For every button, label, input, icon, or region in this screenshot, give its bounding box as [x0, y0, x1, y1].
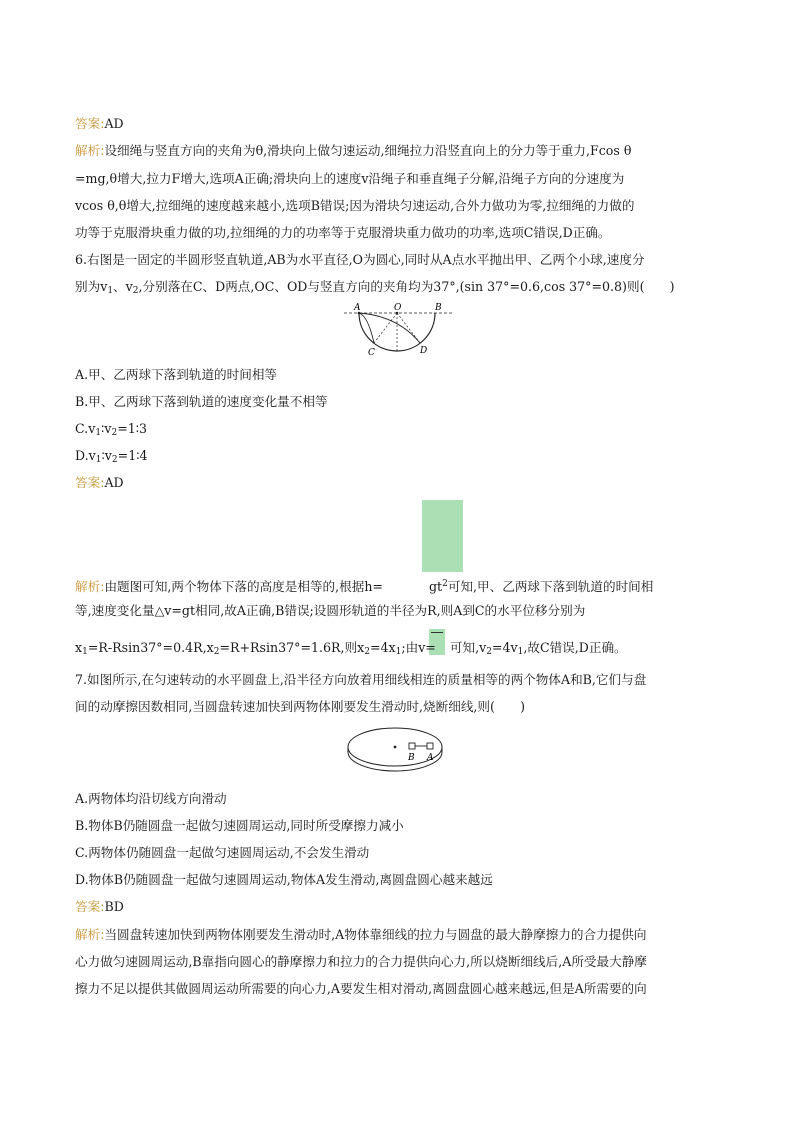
q7-stem-line-1: 7.如图所示,在匀速转动的水平圆盘上,沿半径方向放着用细线相连的质量相等的两个物体A和B,它们与盘 [75, 672, 647, 687]
q7-analysis-line-2: 心力做匀速圆周运动,B靠指向圆心的静摩擦力和拉力的合力提供向心力,所以烧断细线后,A所受最大静摩 [75, 954, 647, 969]
answer-value: BD [104, 899, 124, 914]
q6-answer [75, 475, 725, 491]
q7-option-c: C.两物体仍随圆盘一起做匀速圆周运动,不会发生滑动 [75, 845, 370, 860]
q7-option-b: B.物体B仍随圆盘一起做匀速圆周运动,同时所受摩擦力减小 [75, 818, 404, 833]
answer-value: AD [104, 116, 124, 131]
analysis-label: 解析: [75, 927, 105, 942]
q5-analysis-line-1 [75, 143, 725, 159]
label-d: D [420, 346, 428, 356]
q5-analysis-line-2: =mg,θ增大,拉力F增大,选项A正确;滑块向上的速度v沿绳子和垂直绳子分解,沿绳子方向的分速度为 [75, 171, 625, 186]
analysis-text: 设细绳与竖直方向的夹角为θ,滑块向上做匀速运动,细绳拉力沿竖直向上的分力等于重力,Fcos θ [104, 143, 632, 158]
q6-option-c: $C.v_1∶v_2=1∶3$ [75, 421, 148, 438]
q7-stem-line-2: 间的动摩擦因数相同,当圆盘转速加快到两物体刚要发生滑动时,烧断细线,则( ) [75, 699, 526, 714]
radius-oc [374, 313, 397, 343]
q6-analysis-line-2: 等,速度变化量△v=gt相同,故A正确,B错误;设圆形轨道的半径为R,则A到C的水平位移分别为 [75, 603, 586, 618]
semicircle-track-figure [340, 302, 458, 360]
q6-option-b: B.甲、乙两球下落到轨道的速度变化量不相等 [75, 394, 328, 409]
q7-analysis-line-3: 擦力不足以提供其做圆周运动所需要的向心力,A要发生相对滑动,离圆盘圆心越来越远,但是A所需要的向 [75, 981, 647, 996]
q5-answer [75, 116, 725, 132]
q6-analysis-line-1: 解析:由题图可知,两个物体下落的高度是相等的,根据$h= gt^2$可知,甲、乙两球下落到轨道的时间相 [75, 579, 654, 594]
answer-label: 答案: [75, 899, 105, 914]
analysis-label: 解析: [75, 143, 105, 158]
q6-stem-line-2: 别为$v_1$、$v_2$,分别落在C、D两点,OC、OD与竖直方向的夹角均为37°,(sin 37°=0.6,cos 37°=0.8)则( ) [75, 279, 675, 296]
label-o: O [394, 303, 402, 313]
q6-analysis-line-3: $x_1=R-Rsin37^\circ=0.4R,x_2=R+Rsin37^\circ=1.6R$,则$x_2=4x_1$;由v= 可知$,v_2=4v_1$,故C错误,D正确。 [75, 640, 627, 657]
q6-stem-line-1: 6.右图是一固定的半圆形竖直轨道,AB为水平直径,O为圆心,同时从A点水平抛出甲、乙两个小球,速度分 [75, 252, 645, 267]
q7-answer [75, 899, 725, 915]
answer-label: 答案: [75, 475, 105, 490]
label-b: B [408, 753, 415, 763]
formula-placeholder-fraction [422, 500, 463, 572]
rotating-disk-figure [345, 725, 445, 777]
q7-option-a: A.两物体均沿切线方向滑动 [75, 791, 227, 806]
q7-analysis-line-1: 解析:当圆盘转速加快到两物体刚要发生滑动时,A物体靠细线的拉力与圆盘的最大静摩擦力的合力提供向 [75, 927, 647, 942]
answer-label: 答案: [75, 116, 105, 131]
block-b [409, 743, 415, 749]
label-a: A [427, 753, 434, 763]
fraction-bar [431, 632, 443, 633]
label-b: B [435, 303, 442, 313]
analysis-label: 解析: [75, 579, 105, 594]
q5-analysis-line-3: vcos θ,θ增大,拉细绳的速度越来越小,选项B错误;因为滑块匀速运动,合外力做功为零,拉细绳的力做的 [75, 198, 635, 213]
q6-option-a: A.甲、乙两球下落到轨道的时间相等 [75, 367, 278, 382]
label-c: C [368, 348, 375, 358]
q5-analysis-line-4: 功等于克服滑块重力做的功,拉细绳的力的功率等于克服滑块重力做功的功率,选项C错误,D正确。 [75, 225, 611, 240]
answer-value: AD [104, 475, 124, 490]
q7-option-d: D.物体B仍随圆盘一起做匀速圆周运动,物体A发生滑动,离圆盘圆心越来越远 [75, 872, 493, 887]
block-a [427, 743, 433, 749]
q6-option-d: $D.v_1∶v_2=1∶4$ [75, 448, 148, 465]
disk-center [394, 746, 397, 749]
trajectory-c [359, 313, 374, 343]
label-a: A [354, 303, 361, 313]
